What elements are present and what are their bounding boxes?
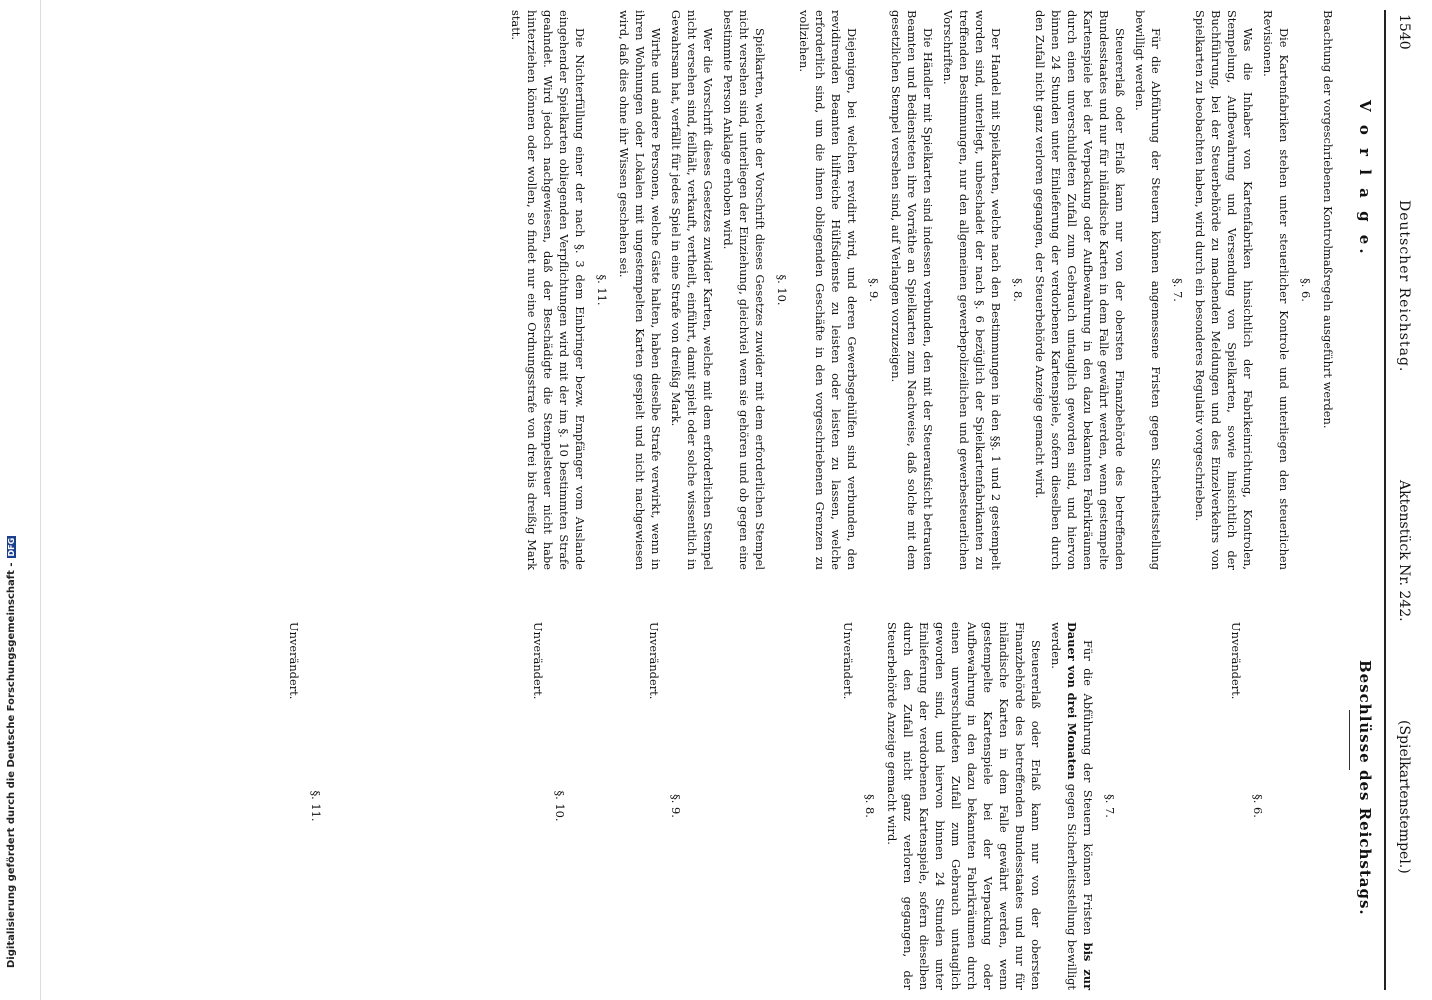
left-column-proposal xyxy=(504,10,1336,570)
section-6-p1: Die Kartenfabriken stehen unter steuerlicher Kontrole und unterliegen den steuerlichen Revisionen. xyxy=(1261,10,1291,570)
section-8-title: §. 8. xyxy=(1011,278,1025,302)
page-number: 1540 xyxy=(1396,14,1412,50)
section-9-title: §. 9. xyxy=(867,278,881,302)
credit-text: Digitalisierung gefördert durch die Deutsche Forschungsgemeinschaft - xyxy=(6,562,17,968)
resolution-10-text: Unverändert. xyxy=(531,622,545,700)
document-subject: (Spielkartenstempel.) xyxy=(1396,720,1412,874)
resolution-9-text: Unverändert. xyxy=(647,622,661,700)
resolution-7-p2: Steuererlaß oder Erlaß kann nur von der obersten Finanzbehörde des betreffenden Bundesstaates und nur für inländische Karten in dem Falle gewährt werden, wenn gestempelte Kartenspiele bei der Verpackung oder Aufbewahrung in den dazu bekannten Fabrikräumen durch einen unverschuldeten Zufall zum Gebrauch untauglich geworden sind, und hiervon binnen 24 Stunden unter Einlieferung der verdorbenen Kartenspiele, sofern dieselben durch den Zufall nicht ganz verloren gegangen, der Steuerbehörde Anzeige gemacht wird. xyxy=(885,622,1043,990)
section-7-title: §. 7. xyxy=(1171,278,1185,302)
section-7-p2: Steuererlaß oder Erlaß kann nur von der obersten Finanzbehörde des betreffenden Bundesstaates und nur für inländische Karten in dem Falle gewährt werden, wenn gestempelte Kartenspiele bei der Verpackung oder Aufbewahrung in den dazu bekannten Fabrikräumen durch einen unverschuldeten Zufall zum Gebrauch untauglich geworden sind, und hiervon binnen 24 Stunden unter Einlieferung der verdorbenen Kartenspiele, sofern dieselben durch den Zufall nicht ganz verloren gegangen, der Steuerbehörde Anzeige gemacht wird. xyxy=(1033,10,1127,570)
section-10-p1: Spielkarten, welche der Vorschrift dieses Gesetzes zuwider mit dem erforderlichen Stempel nicht versehen sind, unterliegen der Einziehung, gleichviel wem sie gehören und ob gegen eine bestimmte Person Anklage erhoben wird. xyxy=(721,10,767,570)
section-11-title: §. 11. xyxy=(595,274,609,306)
resolution-11-title: §. 11. xyxy=(309,790,323,822)
document-number: Aktenstück Nr. 242. xyxy=(1396,480,1412,622)
section-8-p2: Die Händler mit Spielkarten sind indessen verbunden, den mit der Steueraufsicht betrauten Beamten und Bediensteten ihre Vorräthe an Spielkarten zum Nachweise, daß solche mit dem gesetzlichen Stempel versehen sind, auf Verlangen vorzuzeigen. xyxy=(889,10,935,570)
resolution-7-title: §. 7. xyxy=(1103,794,1117,818)
section-6-title: §. 6. xyxy=(1299,278,1313,302)
resolution-11-text: Unverändert. xyxy=(287,622,301,700)
scan-edge-line xyxy=(40,0,41,1000)
digitization-credit xyxy=(6,8,24,968)
intro-text: Beachtung der vorgeschriebenen Kontrolmaßregeln ausgeführt werden. xyxy=(1321,10,1335,429)
right-column-heading: Beschlüsse des Reichstags. xyxy=(1356,660,1374,916)
resolution-8-title: §. 8. xyxy=(863,794,877,818)
left-column-heading: V o r l a g e. xyxy=(1356,100,1374,258)
resolution-6-title: §. 6. xyxy=(1251,794,1265,818)
resolution-7-p1 xyxy=(1048,622,1096,990)
section-10-p2: Wer die Vorschrift dieses Gesetzes zuwider Karten, welche mit dem erforderlichen Stempel nicht versehen sind, feilhält, verkauft, vertheilt, einführt, damit spielt oder solche wissentlich in Gewahrsam hat, verfällt für jedes Spiel in eine Strafe von dreißig Mark. xyxy=(669,10,715,570)
section-11-p1: Die Nichterfüllung einer der nach §. 3 dem Einbringer bezw. Empfänger vom Auslande eingehender Spielkarten obliegenden Verpflichtungen wird mit der im §. 10 bestimmten Strafe geahndet. Wird jedoch nachgewiesen, daß der Beschädigte die Stempelsteuer nicht habe hinterziehen können oder wollen, so findet nur eine Ordnungsstrafe von drei bis dreißig Mark statt. xyxy=(509,10,587,570)
right-column-resolutions xyxy=(286,622,1336,990)
publication-title: Deutscher Reichstag. xyxy=(1396,200,1412,373)
section-9-p1: Diejenigen, bei welchen revidirt wird, und deren Gewerbsgehülfen sind verbunden, den revidirenden Beamten hilfreiche Hülfsdienste zu leisten oder leisten zu lassen, welche erforderlich sind, um die ihnen obliegenden Geschäfte in den vorgeschriebenen Grenzen zu vollziehen. xyxy=(797,10,859,570)
resolution-8-text: Unverändert. xyxy=(841,622,855,700)
resolution-7-p1-b: gegen Sicherheitsstellung bewilligt werden. xyxy=(1049,622,1079,990)
resolution-6-text: Unverändert. xyxy=(1229,622,1243,700)
footer-strip xyxy=(0,0,30,1000)
resolution-10-title: §. 10. xyxy=(553,790,567,822)
section-8-p1: Der Handel mit Spielkarten, welche nach den Bestimmungen in den §§. 1 und 2 gestempelt worden sind, unterliegt, unbeschadet der nach §. 6 bezüglich der Spielkartenfabrikanten zu treffenden Bestimmungen, nur den allgemeinen gewerbepolizeilichen und gewerbesteuerlichen Vorschriften. xyxy=(941,10,1003,570)
section-10-title: §. 10. xyxy=(775,274,789,306)
heading-rule xyxy=(1349,710,1350,770)
resolution-7-amendment: bis zur Dauer von drei Monaten xyxy=(1065,622,1095,990)
section-6-p2: Was die Inhaber von Kartenfabriken hinsichtlich der Fabrikeinrichtung, Kontrolen, Stempelung, Aufbewahrung und Versendung von Spielkarten, sowie hinsichtlich der Buchführung, bei der Steuerbehörde zu machenden Meldungen und des Einzelverkehrs von Spielkarten zu beobachten haben, wird durch ein besonderes Regulativ vorgeschrieben. xyxy=(1193,10,1255,570)
rotated-document-page xyxy=(135,10,1420,990)
section-10-p3: Wirthe und andere Personen, welche Gäste halten, haben dieselbe Strafe verwirkt, wenn in ihren Wohnungen oder Lokalen mit ungestempelten Karten gespielt und nicht nachgewiesen wird, daß dies ohne ihr Wissen geschehen sei. xyxy=(617,10,663,570)
resolution-9-title: §. 9. xyxy=(669,794,683,818)
resolution-7-p1-a: Für die Abführung der Steuern können Fristen xyxy=(1081,640,1095,943)
page-header xyxy=(1384,10,1420,990)
section-7-p1: Für die Abführung der Steuern können angemessene Fristen gegen Sicherheitsstellung bewilligt werden. xyxy=(1133,10,1163,570)
dfg-logo: DFG xyxy=(7,537,16,557)
